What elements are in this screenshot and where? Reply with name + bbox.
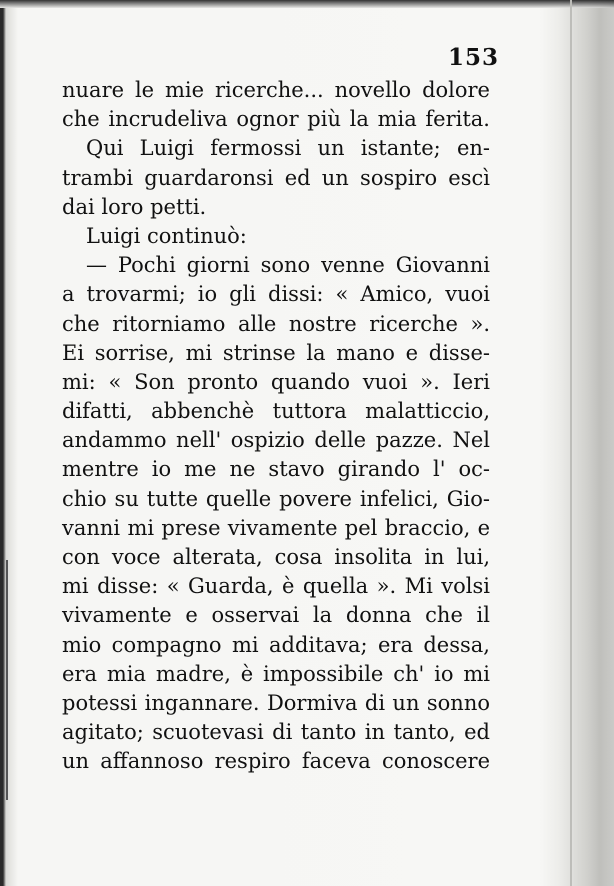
text-line: mentre io me ne stavo girando l' oc-	[62, 457, 490, 482]
text-line: un affannoso respiro faceva conoscere	[62, 749, 490, 774]
text-line: mio compagno mi additava; era dessa,	[62, 632, 490, 657]
text-line: che ritorniamo alle nostre ricerche ».	[62, 311, 490, 336]
text-line: mi: « Son pronto quando vuoi ». Ieri	[62, 369, 490, 394]
text-line: nuare le mie ricerche... novello dolore	[62, 78, 490, 102]
text-line: vivamente e osservai la donna che il	[62, 603, 490, 628]
text-line: potessi ingannare. Dormiva di un sonno	[62, 690, 490, 715]
text-line: era mia madre, è impossibile ch' io mi	[62, 661, 490, 686]
text-line: andammo nell' ospizio delle pazze. Nel	[62, 428, 490, 453]
text-line: agitato; scuotevasi di tanto in tanto, ed	[62, 720, 490, 745]
page-number: 153	[448, 44, 500, 71]
page-left-edge-mark	[6, 560, 8, 800]
text-line: a trovarmi; io gli dissi: « Amico, vuoi	[62, 282, 490, 307]
text-line: Luigi continuò:	[86, 223, 247, 248]
text-line: trambi guardaronsi ed un sospiro escì	[62, 165, 490, 190]
page-gutter-shadow	[558, 0, 614, 886]
text-line: mi disse: « Guarda, è quella ». Mi volsi	[62, 574, 490, 599]
text-line: dai loro petti.	[62, 194, 207, 219]
text-line: Ei sorrise, mi strinse la mano e disse-	[62, 340, 490, 365]
body-text	[62, 76, 490, 777]
text-line: chio su tutte quelle povere infelici, Gio-	[62, 486, 490, 511]
page-top-shadow	[0, 0, 614, 8]
text-line: vanni mi prese vivamente pel braccio, e	[62, 515, 490, 540]
text-line: con voce alterata, cosa insolita in lui,	[62, 545, 490, 569]
text-line: — Pochi giorni sono venne Giovanni	[86, 253, 490, 278]
text-line: difatti, abbenchè tuttora malatticcio,	[62, 399, 490, 424]
text-line: Qui Luigi fermossi un istante; en-	[86, 136, 490, 161]
text-line: che incrudeliva ognor più la mia ferita.	[62, 107, 490, 132]
